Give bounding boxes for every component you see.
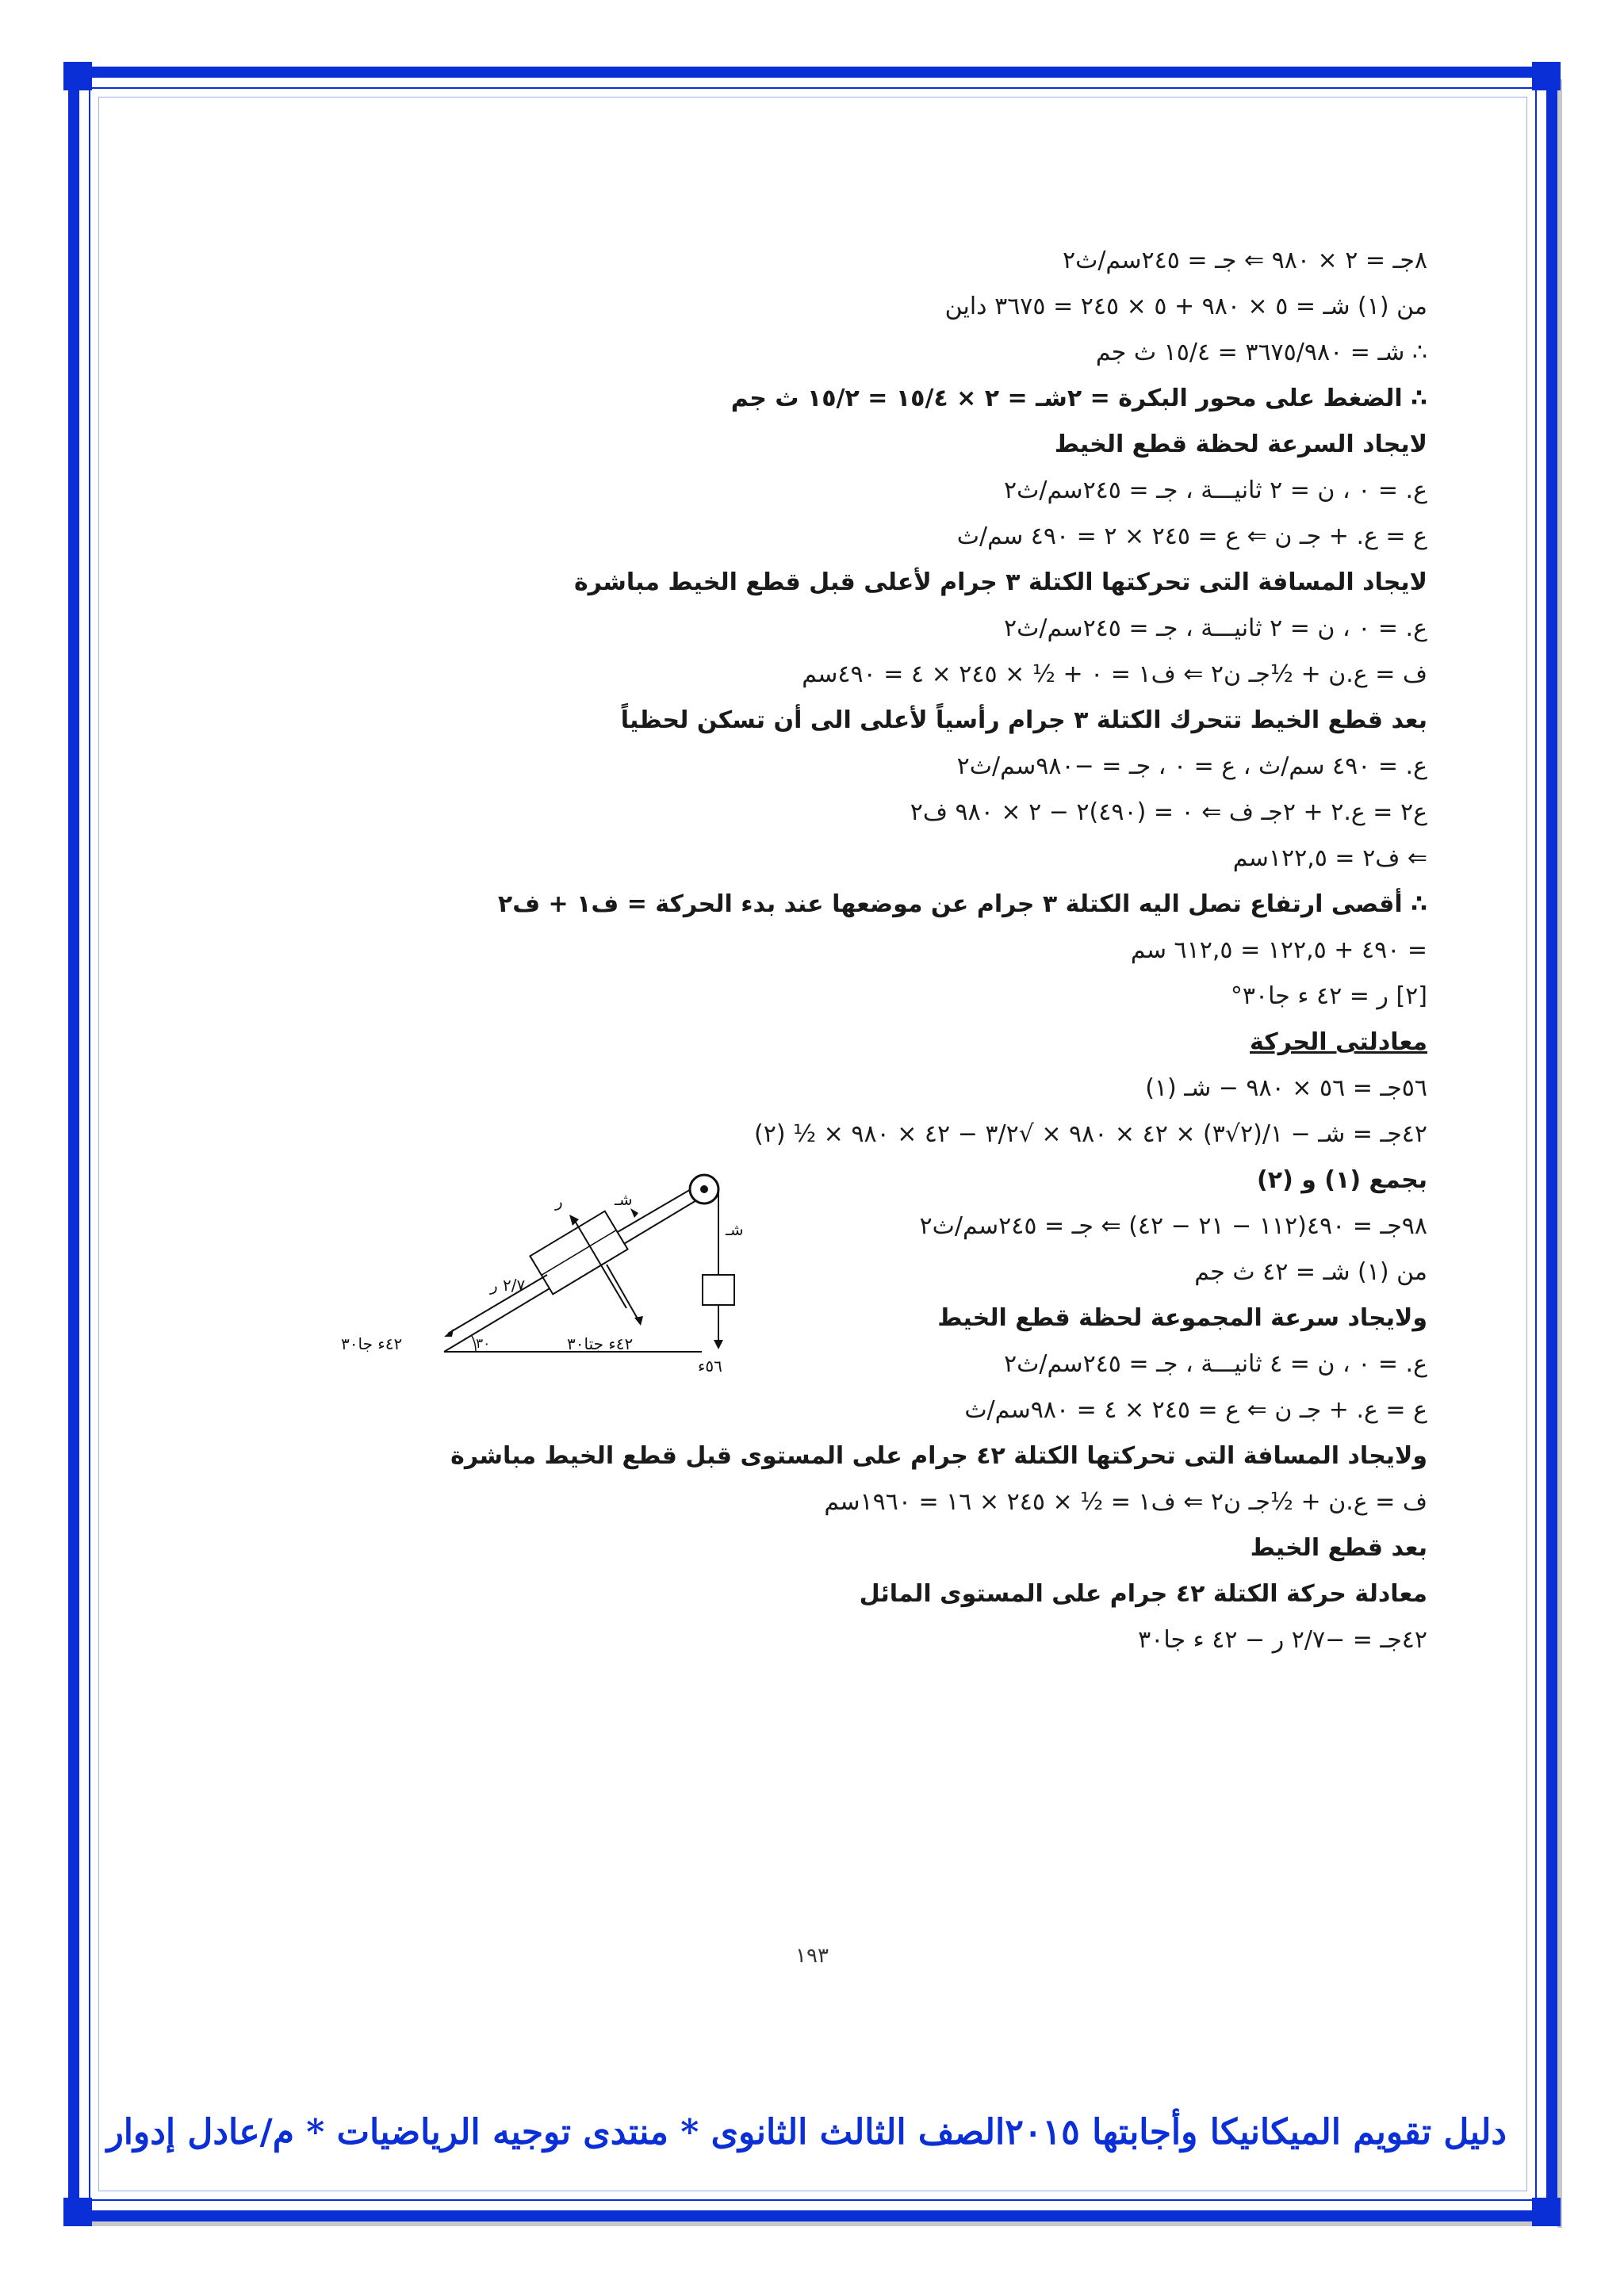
border-corner (1532, 62, 1561, 90)
pulley-axle (700, 1185, 708, 1193)
label-weight-perp: ٤٢ء جتا٣٠ (567, 1334, 634, 1353)
solution-line: بعد قطع الخيط (1250, 1534, 1427, 1562)
solution-line: ∴ الضغط على محور البكرة = ٢شـ = ٢ × ١٥/٤ = ١٥/٢ ث جم (730, 385, 1427, 412)
solution-line: ع. = ٠ ، ن = ٢ ثانيـــة ، جـ = ٢٤٥سم/ث٢ (1003, 614, 1427, 642)
hanging-block (703, 1275, 734, 1305)
solution-line: ف = ع.ن + ½جـ ن٢ ⇐ ف١ = ٠ + ½ × ٢٤٥ × ٤ = ٤٩٠سم (802, 660, 1427, 688)
solution-line: ٤٢جـ = −٢/٧ ر − ٤٢ ء جا٣٠ (1138, 1626, 1427, 1654)
solution-line: لايجاد السرعة لحظة قطع الخيط (1054, 430, 1427, 458)
label-hanging-weight: ٥٦ء (698, 1357, 722, 1376)
footer-caption: دليل تقويم الميكانيكا وأجابتها ٢٠١٥الصف الثالث الثانوى * منتدى توجيه الرياضيات * م/عادل إدوار (106, 2112, 1507, 2152)
solution-line: من (١) شـ = ٤٢ ث جم (1194, 1258, 1427, 1286)
solution-line: معادلة حركة الكتلة ٤٢ جرام على المستوى المائل (859, 1580, 1427, 1608)
weight-perp-arrow (634, 1316, 643, 1326)
friction-arrow (444, 1329, 454, 1337)
solution-line: ولايجاد سرعة المجموعة لحظة قطع الخيط (937, 1304, 1427, 1332)
solution-line: من (١) شـ = ٥ × ٩٨٠ + ٥ × ٢٤٥ = ٣٦٧٥ داين (944, 293, 1427, 320)
label-angle: ٣٠ (476, 1336, 491, 1352)
solution-line: بعد قطع الخيط تتحرك الكتلة ٣ جرام رأسياً لأعلى الى أن تسكن لحظياً (620, 706, 1427, 734)
label-weight-parallel: ٤٢ء جا٣٠ (341, 1334, 403, 1353)
solution-line: ع. = ٠ ، ن = ٤ ثانيـــة ، جـ = ٢٤٥سم/ث٢ (1003, 1350, 1427, 1378)
weight-arrow-hanging (714, 1340, 723, 1349)
solution-line: ع = ع. + جـ ن ⇐ ع = ٢٤٥ × ٤ = ٩٨٠سم/ث (964, 1396, 1427, 1424)
solution-line: ٨جـ = ٢ × ٩٨٠ ⇐ جـ = ٢٤٥سم/ث٢ (1062, 247, 1427, 274)
border-corner (1532, 2198, 1561, 2226)
solution-line: بجمع (١) و (٢) (1257, 1166, 1427, 1194)
solution-line: ٥٦جـ = ٥٦ × ٩٨٠ − شـ (١) (1145, 1074, 1427, 1102)
frame-shadow (79, 2221, 1562, 2226)
border-corner (63, 2198, 92, 2226)
solution-line: ع٢ = ع.٢ + ٢جـ ف ⇐ ٠ = (٤٩٠)٢ − ٢ × ٩٨٠ ف٢ (910, 798, 1427, 826)
solution-line: ∴ شـ = ٣٦٧٥/٩٨٠ = ١٥/٤ ث جم (1095, 339, 1427, 366)
tension-arrow (630, 1208, 638, 1218)
page-number: ١٩٣ (795, 1944, 829, 1968)
solution-line: ولايجاد المسافة التى تحركتها الكتلة ٤٢ جرام على المستوى قبل قطع الخيط مباشرة (450, 1442, 1427, 1470)
border-corner (63, 62, 92, 90)
label-resistance: ٢/٧ ر (490, 1276, 526, 1295)
frame-shadow (1557, 79, 1562, 2228)
solution-line: ع = ع. + جـ ن ⇐ ع = ٢٤٥ × ٢ = ٤٩٠ سم/ث (956, 522, 1427, 550)
solution-text (444, 238, 1427, 1663)
solution-line: ⇐ ف٢ = ١٢٢,٥سم (1232, 844, 1427, 872)
solution-line: ف = ع.ن + ½جـ ن٢ ⇐ ف١ = ½ × ٢٤٥ × ١٦ = ١٩٦٠سم (824, 1488, 1427, 1516)
solution-line: ع. = ٤٩٠ سم/ث ، ع = ٠ ، جـ = −٩٨٠سم/ث٢ (956, 752, 1427, 780)
solution-line: = ٤٩٠ + ١٢٢,٥ = ٦١٢,٥ سم (1130, 936, 1427, 964)
inclined-plane-diagram (317, 1142, 793, 1380)
solution-line: معادلتى الحركة (1250, 1028, 1427, 1056)
block-on-incline (530, 1211, 627, 1295)
solution-line: [٢] ر = ٤٢ ء جا٣٠° (1230, 982, 1427, 1010)
label-normal: ر (555, 1192, 563, 1211)
solution-line: ٩٨جـ = ٤٩٠(١١٢ − ٢١ − ٤٢) ⇐ جـ = ٢٤٥سم/ث٢ (919, 1212, 1427, 1240)
label-tension-vertical: شـ (726, 1220, 744, 1239)
label-tension-incline: شـ (615, 1190, 633, 1209)
solution-line: ع. = ٠ ، ن = ٢ ثانيـــة ، جـ = ٢٤٥سم/ث٢ (1003, 476, 1427, 504)
solution-line: ٤٢جـ = شـ − ١/(٢√٣) × ٤٢ × ٩٨٠ × √٣/٢ − ٤٢ × ٩٨٠ × ½ (٢) (753, 1120, 1427, 1148)
solution-line: ∴ أقصى ارتفاع تصل اليه الكتلة ٣ جرام عن موضعها عند بدء الحركة = ف١ + ف٢ (497, 890, 1427, 918)
solution-line: لايجاد المسافة التى تحركتها الكتلة ٣ جرام لأعلى قبل قطع الخيط مباشرة (573, 568, 1427, 596)
